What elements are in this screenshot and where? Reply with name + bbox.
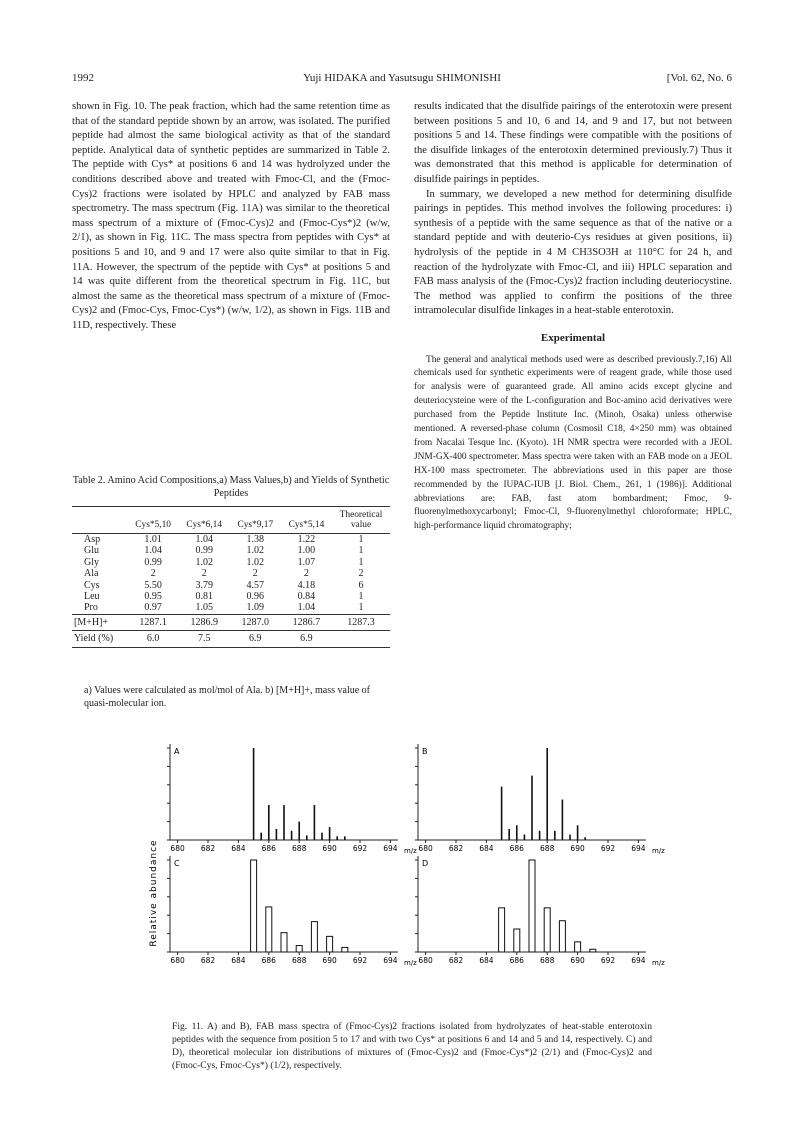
table-cell: 1.07 [297, 556, 316, 568]
spectrum-bar [514, 929, 520, 952]
table-cell: 1286.9 [179, 614, 230, 630]
table-cell: 2 [150, 568, 156, 580]
spectrum-bar [327, 936, 333, 952]
row-label: Cys [84, 579, 100, 591]
table-cell: 0.84 [297, 591, 316, 603]
table-cell: 5.50 [144, 579, 162, 591]
x-tick-label: 688 [540, 956, 555, 965]
spectrum-bar [575, 942, 581, 952]
spectrum-panel-d [415, 856, 665, 967]
row-label: Leu [84, 591, 100, 603]
x-tick-label: 684 [479, 956, 494, 965]
x-tick-label: 686 [261, 844, 276, 853]
column-header: Cys*9,17 [230, 507, 281, 534]
table-cell: 1.05 [195, 602, 213, 614]
volume-info: [Vol. 62, No. 6 [666, 72, 732, 84]
table-cell: 1286.7 [281, 614, 332, 630]
x-tick-label: 680 [170, 844, 185, 853]
x-tick-label: 682 [448, 844, 464, 853]
x-tick-label: 680 [418, 844, 433, 853]
table-cell: 1.09 [246, 602, 265, 614]
x-axis-label: m/z [652, 847, 665, 855]
table-cell: 0.99 [144, 556, 162, 568]
table-cell: 0.81 [195, 591, 213, 603]
table-header-row [72, 507, 390, 534]
row-label: Asp [84, 534, 101, 545]
spectrum-bar [590, 949, 596, 952]
spectrum-bar [342, 947, 348, 952]
table-cell: 1.00 [297, 545, 316, 557]
x-tick-label: 694 [631, 844, 646, 853]
spectrum-bar [266, 907, 272, 952]
panel-label: C [174, 859, 180, 868]
x-tick-label: 690 [322, 956, 337, 965]
mass-row [72, 614, 390, 630]
x-tick-label: 688 [292, 844, 307, 853]
paragraph: The general and analytical methods used were as described previously.7,16) All chemicals used for synthetic experiments were of reagent grade, while those used for analysis were of guaranteed grade. All amino acids except glycine and deuteriocysteine were of the L-configuration and Boc-amino acid derivatives were purchased from the Peptide Institute Inc. (Minoh, Osaka) unless otherwise mentioned. A reversed-phase column (Cosmosil C18, 4×250 mm) was obtained from Nacalai Tesque Inc. (Kyoto). 1H NMR spectra were recorded with a JEOL JNM-GX-400 spectrometer. Mass spectra were taken with an FAB mode on a JEOL HX-100 mass spectrometer. The abbreviations used in this paper are those recommended by the IUPAC-IUB [J. Biol. Chem., 261, 1 (1986)]. Additional abbreviations are: FAB, fast atom bombardment; Fmoc, 9-fluorenylmethoxycarbonyl; Fmoc-Cl, 9-fluorenylmethyl chloroformate; HPLC, high-performance liquid chromatography; [414, 354, 732, 532]
table-cell: 1.04 [144, 545, 162, 557]
page-header [72, 72, 732, 88]
table-cell: 1.01 [144, 534, 162, 545]
column-header: Cys*5,14 [281, 507, 332, 534]
x-tick-label: 682 [448, 956, 464, 965]
column-header: Theoretical value [332, 507, 390, 534]
spectrum-bar [544, 908, 550, 952]
table-cell: 2 [303, 568, 309, 580]
x-tick-label: 692 [352, 956, 368, 965]
x-tick-label: 694 [383, 956, 398, 965]
x-axis-label: m/z [404, 847, 417, 855]
row-label: [M+H]+ [72, 614, 128, 630]
spectrum-panel-c [167, 856, 417, 967]
x-tick-label: 690 [570, 844, 585, 853]
y-axis-label: Relative abundance [149, 839, 159, 947]
table-row [72, 568, 390, 579]
table-cell: 0.96 [246, 591, 265, 603]
table-row [72, 534, 390, 546]
table-cell: 1.02 [246, 556, 265, 568]
table-cell: 1.22 [297, 534, 316, 545]
table-cell: 4.18 [297, 579, 316, 591]
x-tick-label: 686 [509, 956, 524, 965]
table-caption: Table 2. Amino Acid Compositions,a) Mass Values,b) and Yields of Synthetic Peptides [72, 475, 390, 499]
table-cell: 6 [358, 579, 364, 591]
spectrum-bar [251, 860, 257, 952]
x-tick-label: 692 [600, 844, 616, 853]
x-tick-label: 690 [570, 956, 585, 965]
x-tick-label: 688 [292, 956, 307, 965]
x-tick-label: 682 [200, 844, 216, 853]
table-row [72, 591, 390, 602]
x-tick-label: 682 [200, 956, 216, 965]
table-cell: 3.79 [195, 579, 213, 591]
panel-label: B [422, 747, 428, 756]
row-label: Glu [84, 545, 99, 557]
table-cell: 1 [358, 591, 364, 603]
table-row [72, 557, 390, 568]
x-tick-label: 680 [170, 956, 185, 965]
panel-label: D [422, 859, 429, 868]
table-cell [332, 631, 390, 647]
x-tick-label: 680 [418, 956, 433, 965]
paragraph: In summary, we developed a new method for determining disulfide pairings in peptides. This method involves the following procedures: i) synthesis of a peptide with the same sequence as that of the native or a standard peptide and with deuterio-Cys residues at given positions, ii) hydrolysis of the peptide in 4 M CH3SO3H at 110°C for 24 h, and reaction of the hydrolyzate with Fmoc-Cl, and iii) HPLC separation and FAB mass analysis of the (Fmoc-Cys)2 fraction including deuteriocystine. The method was applied to confirm the positions of the three intramolecular disulfide linkages in a heat-stable enterotoxin. [414, 188, 732, 317]
table-cell: 1 [358, 534, 364, 545]
table-cell: 6.0 [128, 631, 179, 647]
table-cell: 2 [358, 568, 364, 580]
column-header: Cys*5,10 [128, 507, 179, 534]
paragraph: results indicated that the disulfide pairings of the enterotoxin were present between positions 5 and 10, 6 and 14, and 9 and 17, but not between positions 5 and 14. These findings were compatible with the positions of the disulfide linkages of the enterotoxin determined previously.7) Thus it was demonstrated that this method is applicable for determination of disulfide pairings in peptides. [414, 101, 732, 185]
row-label: Ala [84, 568, 99, 580]
figure-caption: Fig. 11. A) and B), FAB mass spectra of (Fmoc-Cys)2 fractions isolated from hydrolyzates of heat-stable enterotoxin peptides with the sequence from position 5 to 17 and with two Cys* at positions 6 and 14 and 5 and 14, respectively. C) and D), theoretical molecular ion distributions of mixtures of (Fmoc-Cys)2 and (Fmoc-Cys*)2 (2/1) and (Fmoc-Cys)2 and (Fmoc-Cys, Fmoc-Cys*) (1/2), respectively. [172, 1021, 652, 1071]
x-tick-label: 686 [261, 956, 276, 965]
table-cell: 1.04 [195, 534, 213, 545]
x-tick-label: 694 [383, 844, 398, 853]
mass-spectra-figure [149, 738, 665, 1020]
column-header [72, 507, 128, 534]
table-cell: 1 [358, 602, 364, 614]
table-cell: 4.57 [246, 579, 265, 591]
table-cell: 1287.1 [128, 614, 179, 630]
x-tick-label: 692 [352, 844, 368, 853]
table-row [72, 545, 390, 556]
x-tick-label: 690 [322, 844, 337, 853]
x-tick-label: 684 [479, 844, 494, 853]
spectrum-bar [281, 933, 287, 952]
page-number: 1992 [72, 72, 94, 84]
table-footnote: a) Values were calculated as mol/mol of Ala. b) [M+H]+, mass value of quasi-molecular ion. [84, 685, 371, 709]
paragraph: shown in Fig. 10. The peak fraction, which had the same retention time as that of the standard peptide shown by an arrow, was isolated. The purified peptide had almost the same biological activity as that of the standard peptide. Analytical data of synthetic peptides are summarized in Table 2. The peptide with Cys* at positions 6 and 14 was hydrolyzed under the conditions described above and treated with Fmoc-Cl, and the (Fmoc-Cys)2 fractions were isolated by HPLC and analyzed by FAB mass spectrometry. The mass spectrum (Fig. 11A) was similar to the theoretical mass spectrum of a mixture of (Fmoc-Cys)2 and (Fmoc-Cys*)2 (w/w, 2/1), as shown in Fig. 11C. The mass spectra from peptides with Cys* at positions 5 and 10, and 9 and 17 were also quite similar to that in Fig. 11A. However, the spectrum of the peptide with Cys* at positions 5 and 14 was quite different from the theoretical spectrum in Fig. 11C, but almost the same as the theoretical mass spectrum of a mixture of (Fmoc-Cys)2 and (Fmoc-Cys, Fmoc-Cys*) (w/w, 1/2), as shown in Figs. 11B and 11D, respectively. These [72, 101, 390, 331]
x-tick-label: 684 [231, 844, 246, 853]
table-row [72, 580, 390, 591]
spectrum-panel-a [167, 744, 417, 855]
yield-row [72, 631, 390, 647]
table-cell: 1287.3 [332, 614, 390, 630]
table-cell: 0.99 [195, 545, 213, 557]
x-tick-label: 692 [600, 956, 616, 965]
x-tick-label: 694 [631, 956, 646, 965]
column-header: Cys*6,14 [179, 507, 230, 534]
table-cell: 7.5 [179, 631, 230, 647]
spectrum-bar [559, 921, 565, 952]
table-cell: 6.9 [230, 631, 281, 647]
amino-acid-table [72, 506, 390, 648]
x-tick-label: 684 [231, 956, 246, 965]
table-cell: 1 [358, 556, 364, 568]
row-label: Yield (%) [72, 631, 128, 647]
x-tick-label: 688 [540, 844, 555, 853]
spectrum-bar [311, 922, 317, 952]
spectrum-bar [296, 946, 302, 952]
table-cell: 1287.0 [230, 614, 281, 630]
x-axis-label: m/z [652, 959, 665, 967]
spectrum-bar [529, 860, 535, 952]
table-cell: 1.02 [195, 556, 213, 568]
section-title: Experimental [540, 331, 606, 344]
table-cell: 1.38 [246, 534, 265, 545]
table-cell: 0.97 [144, 602, 162, 614]
spectrum-bar [499, 908, 505, 952]
table-cell: 1.02 [246, 545, 265, 557]
table-row [72, 602, 390, 614]
table-cell: 0.95 [144, 591, 162, 603]
running-authors: Yuji HIDAKA and Yasutsugu SHIMONISHI [303, 72, 501, 84]
row-label: Pro [84, 602, 98, 614]
spectrum-panel-b [415, 744, 665, 855]
table-cell: 1.04 [297, 602, 316, 614]
x-axis-label: m/z [404, 959, 417, 967]
panel-label: A [174, 747, 180, 756]
table-cell: 2 [201, 568, 207, 580]
right-column [414, 100, 732, 534]
row-label: Gly [84, 556, 99, 568]
table-cell: 6.9 [281, 631, 332, 647]
table-cell: 1 [358, 545, 364, 557]
table-cell: 2 [252, 568, 258, 580]
x-tick-label: 686 [509, 844, 524, 853]
left-column [72, 100, 390, 334]
